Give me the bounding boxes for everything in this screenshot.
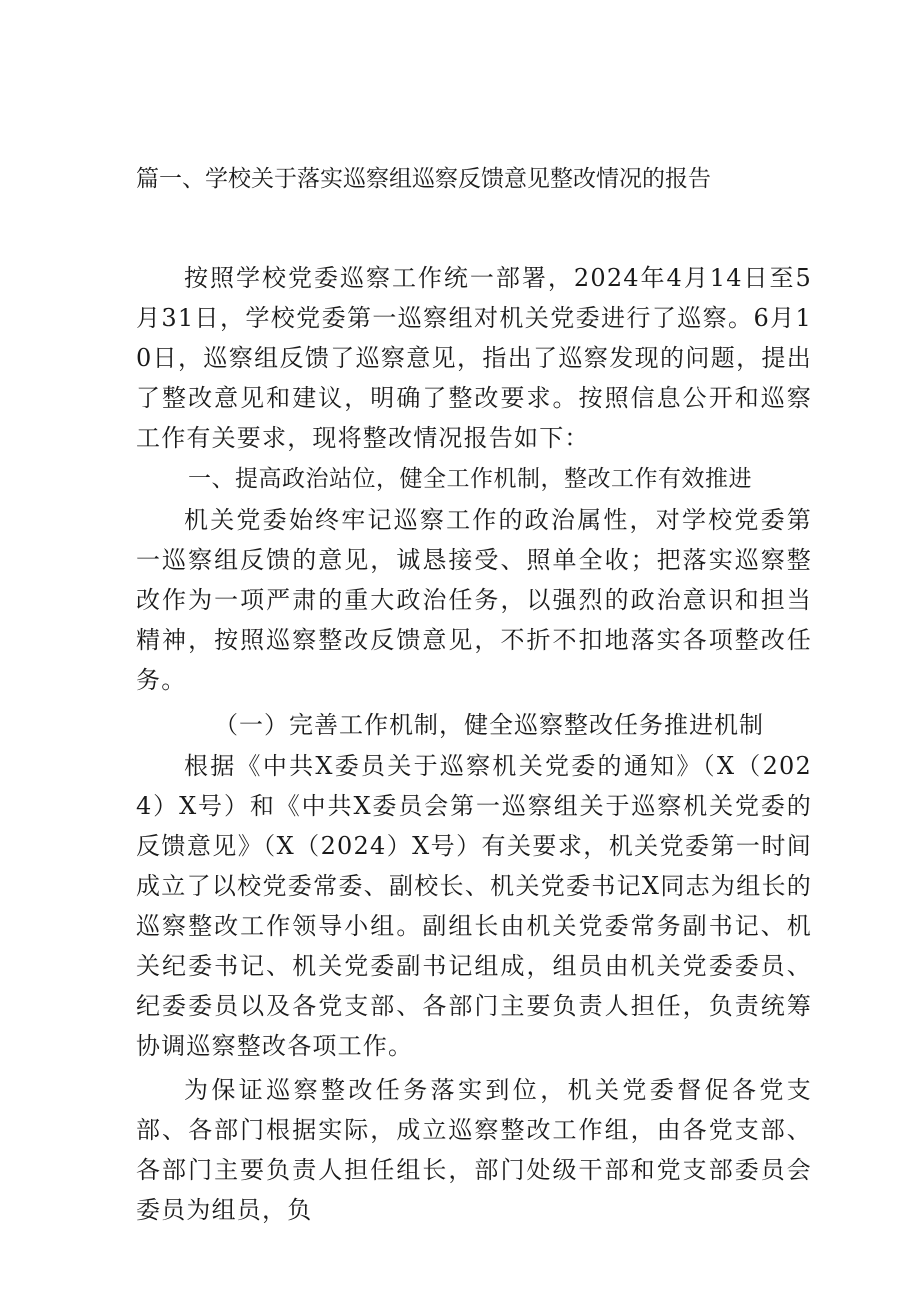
subsection-1-heading: （一）完善工作机制，健全巡察整改任务推进机制 [214,711,764,739]
section-1-heading: 一、提高政治站位，健全工作机制，整改工作有效推进 [188,466,752,492]
document-body [136,258,812,1230]
intro-paragraph: 按照学校党委巡察工作统一部署，2024年4月14日至5月31日，学校党委第一巡察组对机关党委进行了巡察。6月10日，巡察组反馈了巡察意见，指出了巡察发现的问题，提出了整改意见和建议，明确了整改要求。按照信息公开和巡察工作有关要求，现将整改情况报告如下： [136,264,812,452]
subsection-1-paragraph-2: 为保证巡察整改任务落实到位，机关党委督促各党支部、各部门根据实际，成立巡察整改工作组，由各党支部、各部门主要负责人担任组长，部门处级干部和党支部委员会委员为组员，负 [136,1076,812,1224]
document-title: 篇一、学校关于落实巡察组巡察反馈意见整改情况的报告 [136,166,711,192]
section-1-paragraph: 机关党委始终牢记巡察工作的政治属性，对学校党委第一巡察组反馈的意见，诚恳接受、照单全收；把落实巡察整改作为一项严肃的重大政治任务，以强烈的政治意识和担当精神，按照巡察整改反馈意见，不折不扣地落实各项整改任务。 [136,506,812,694]
subsection-1-paragraph: 根据《中共X委员关于巡察机关党委的通知》（X（2024）X号）和《中共X委员会第一巡察组关于巡察机关党委的反馈意见》（X（2024）X号）有关要求，机关党委第一时间成立了以校党委常委、副校长、机关党委书记X同志为组长的巡察整改工作领导小组。副组长由机关党委常务副书记、机关纪委书记、机关党委副书记组成，组员由机关党委委员、纪委委员以及各党支部、各部门主要负责人担任，负责统筹协调巡察整改各项工作。 [136,752,812,1060]
